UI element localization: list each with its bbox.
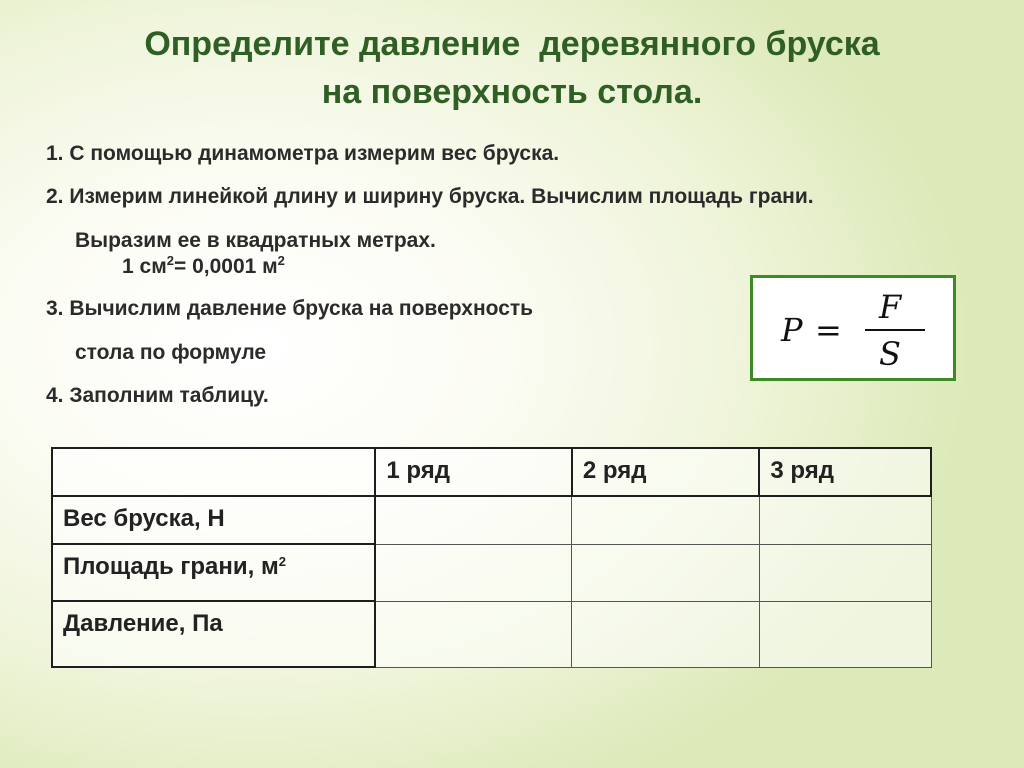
header-corner-cell — [52, 448, 375, 496]
title-line-1: Определите давление деревянного бруска — [144, 25, 880, 63]
conversion-sup-2: 2 — [277, 253, 285, 268]
row-label-area-sup: 2 — [278, 554, 286, 569]
row-label-weight: Вес бруска, Н — [52, 496, 375, 544]
slide-title — [0, 20, 1024, 116]
step-1: 1. С помощью динамометра измерим вес бруска. — [46, 142, 560, 165]
formula-pressure-symbol: P — [781, 311, 803, 349]
cell-pressure-2[interactable] — [572, 601, 760, 667]
cell-area-3[interactable] — [759, 544, 931, 601]
step-3: 3. Вычислим давление бруска на поверхность — [46, 297, 534, 320]
step-2: 2. Измерим линейкой длину и ширину бруска. Вычислим площадь грани. — [46, 185, 814, 208]
cell-weight-2[interactable] — [572, 496, 760, 544]
cell-weight-1[interactable] — [375, 496, 572, 544]
formula-equals: = — [815, 311, 842, 349]
header-row-1: 1 ряд — [375, 448, 572, 496]
results-table — [51, 447, 932, 668]
table-header-row — [52, 448, 931, 496]
table-row-pressure — [52, 601, 931, 667]
formula-numerator: F — [879, 288, 902, 326]
pressure-formula — [753, 278, 953, 378]
cell-area-2[interactable] — [572, 544, 760, 601]
table-row-area — [52, 544, 931, 601]
conversion-left: 1 см — [122, 255, 167, 278]
conversion-sup-1: 2 — [166, 253, 174, 268]
step-3-continued: стола по формуле — [75, 341, 267, 364]
title-line-2: на поверхность стола. — [321, 73, 703, 111]
cell-weight-3[interactable] — [759, 496, 931, 544]
row-label-pressure: Давление, Па — [52, 601, 375, 667]
formula-denominator: S — [879, 335, 901, 373]
step-2-continued: Выразим ее в квадратных метрах. — [75, 229, 436, 252]
pressure-formula-box — [750, 275, 956, 381]
conversion-right: = 0,0001 м — [173, 255, 278, 278]
header-row-3: 3 ряд — [759, 448, 931, 496]
header-row-2: 2 ряд — [572, 448, 760, 496]
cell-pressure-1[interactable] — [375, 601, 572, 667]
row-label-area — [52, 544, 375, 601]
table-row-weight — [52, 496, 931, 544]
unit-conversion — [122, 253, 285, 279]
cell-area-1[interactable] — [375, 544, 572, 601]
cell-pressure-3[interactable] — [759, 601, 931, 667]
step-4: 4. Заполним таблицу. — [46, 384, 269, 407]
row-label-area-text: Площадь грани, м — [63, 553, 279, 580]
